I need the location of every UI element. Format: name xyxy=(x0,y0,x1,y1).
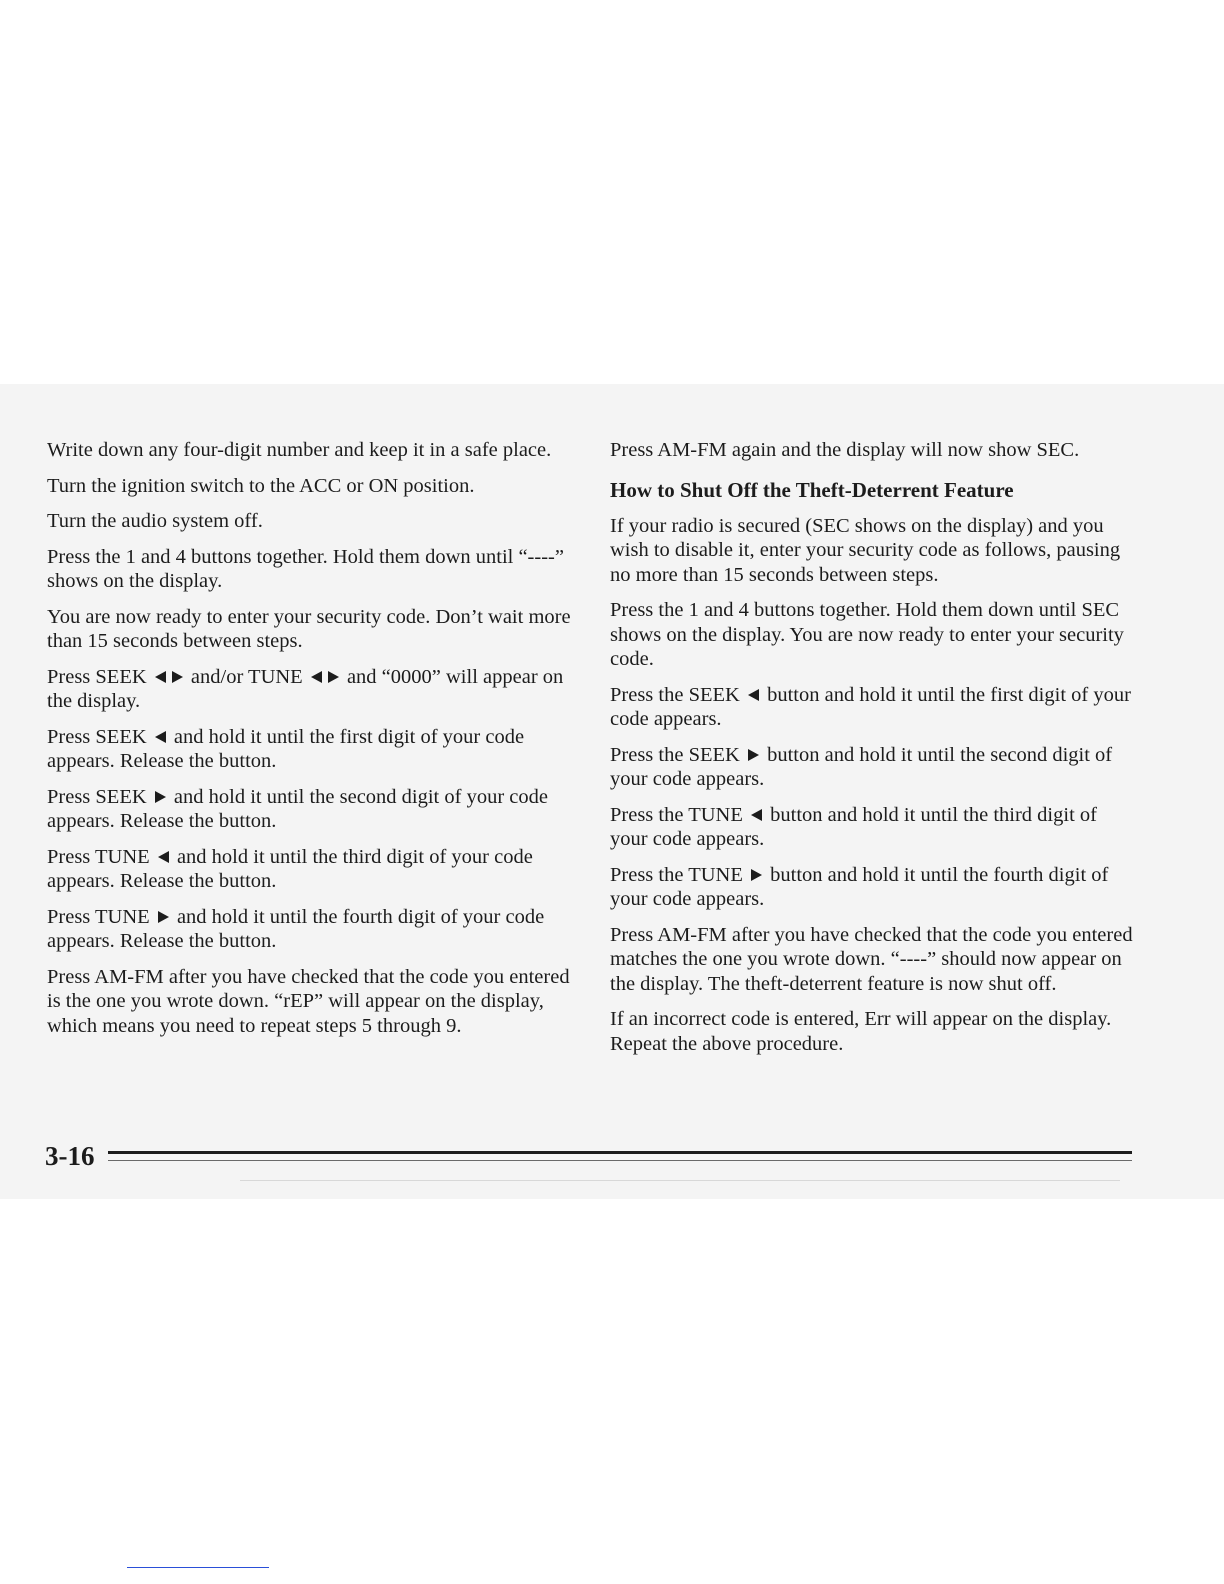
footer-rule-thin xyxy=(108,1160,1132,1161)
step-text: Press the SEEK xyxy=(610,743,740,766)
step-audio-off: Turn the audio system off. xyxy=(47,510,263,532)
step-text: Press the TUNE xyxy=(610,863,743,886)
step-tune-left-third xyxy=(47,845,572,894)
step-seek-tune-text-c: and “0000” will appear on the display. xyxy=(47,665,564,712)
section-heading: How to Shut Off the Theft-Deterrent Feature xyxy=(610,477,1014,502)
step-ready: You are now ready to enter your security code. Don’t wait more than 15 seconds between steps. xyxy=(47,605,571,652)
right-arrow-icon xyxy=(328,671,339,683)
step-seek-right-second xyxy=(47,785,572,834)
footer-rule-thick xyxy=(108,1151,1132,1154)
step-seek-left-first xyxy=(47,725,572,774)
step-text: button and hold it until the third digit of your code appears. xyxy=(610,803,1097,850)
step-text: Press SEEK xyxy=(47,785,147,808)
right-arrow-icon xyxy=(155,791,166,803)
step-text: and hold it until the fourth digit of your code appears. Release the button. xyxy=(47,905,545,952)
step-text: Press the TUNE xyxy=(610,803,743,826)
step-text: Press TUNE xyxy=(47,905,150,928)
step-text: and hold it until the second digit of your code appears. Release the button. xyxy=(47,785,548,832)
step-seek-right-second xyxy=(610,743,1135,792)
left-arrow-icon xyxy=(311,671,322,683)
step-text: button and hold it until the fourth digit of your code appears. xyxy=(610,863,1109,910)
right-arrow-icon xyxy=(748,749,759,761)
page-number: 3-16 xyxy=(45,1141,95,1171)
step-text: and hold it until the first digit of your code appears. Release the button. xyxy=(47,725,525,772)
left-arrow-icon xyxy=(155,671,166,683)
step-text: button and hold it until the first digit of your code appears. xyxy=(610,683,1131,730)
step-seek-tune-text-b: and/or TUNE xyxy=(190,665,303,688)
left-arrow-icon xyxy=(751,809,762,821)
step-ignition: Turn the ignition switch to the ACC or ON position. xyxy=(47,474,475,497)
step-am-fm-shut-off: Press AM-FM after you have checked that the code you entered matches the one you wrote down. “----” should now appear on the display. The theft-deterrent feature is now shut off. xyxy=(610,923,1133,995)
step-am-fm-sec: Press AM-FM again and the display will now show SEC. xyxy=(610,439,1080,461)
footer-rule-faint xyxy=(240,1180,1120,1181)
step-incorrect-code: If an incorrect code is entered, Err will appear on the display. Repeat the above procedure. xyxy=(610,1008,1112,1055)
right-arrow-icon xyxy=(751,869,762,881)
step-write-code: Write down any four-digit number and keep it in a safe place. xyxy=(47,439,552,461)
left-arrow-icon xyxy=(748,689,759,701)
right-column xyxy=(610,438,1135,1067)
right-arrow-icon xyxy=(158,911,169,923)
step-seek-tune-text-a: Press SEEK xyxy=(47,665,147,688)
step-text: button and hold it until the second digit of your code appears. xyxy=(610,743,1113,790)
step-text: and hold it until the third digit of your code appears. Release the button. xyxy=(47,845,533,892)
step-text: Press TUNE xyxy=(47,845,150,868)
step-tune-right-fourth xyxy=(47,905,572,954)
step-press-1-4-sec: Press the 1 and 4 buttons together. Hold them down until SEC shows on the display. You are now ready to enter your security code. xyxy=(610,599,1124,670)
step-tune-right-fourth xyxy=(610,863,1135,912)
left-arrow-icon xyxy=(158,851,169,863)
step-press-1-4: Press the 1 and 4 buttons together. Hold them down until “----” shows on the display. xyxy=(47,545,564,592)
step-am-fm-rep: Press AM-FM after you have checked that the code you entered is the one you wrote down. “rEP” will appear on the display, which means you need to repeat steps 5 through 9. xyxy=(47,965,570,1037)
step-seek-tune xyxy=(47,665,572,714)
left-column xyxy=(47,438,572,1049)
step-seek-left-first xyxy=(610,683,1135,732)
step-text: Press SEEK xyxy=(47,725,147,748)
bottom-divider xyxy=(127,1567,269,1568)
right-arrow-icon xyxy=(172,671,183,683)
left-arrow-icon xyxy=(155,731,166,743)
intro-paragraph: If your radio is secured (SEC shows on the display) and you wish to disable it, enter your security code as follows, pausing no more than 15 seconds between steps. xyxy=(610,514,1121,586)
step-tune-left-third xyxy=(610,803,1135,852)
step-text: Press the SEEK xyxy=(610,683,740,706)
